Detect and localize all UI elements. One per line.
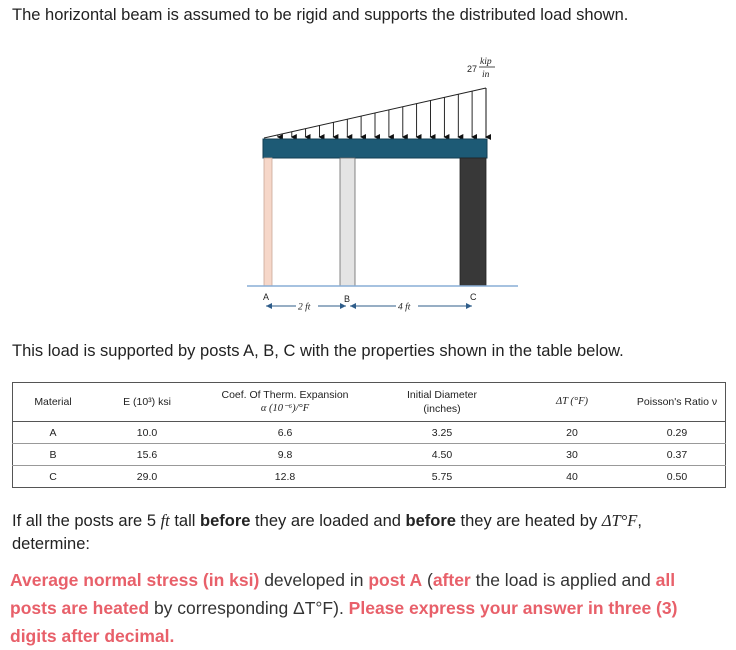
cell-e: 29.0: [136, 470, 158, 483]
cell-material: C: [49, 470, 57, 483]
post-a: [264, 158, 272, 286]
header-delta-t: ΔT (°F): [515, 383, 629, 422]
label-c: C: [470, 292, 477, 302]
question-before-2: before: [405, 512, 456, 530]
cell-diameter: 3.25: [369, 422, 515, 444]
cell-diameter: 5.75: [431, 470, 453, 483]
label-a: A: [263, 292, 270, 302]
table-row: [13, 444, 726, 466]
header-material: Material: [13, 383, 94, 422]
label-b: B: [344, 294, 351, 304]
question-delta-t: ΔT°F: [601, 511, 638, 530]
cell-delta-t: 40: [566, 470, 578, 483]
table-row: [13, 466, 726, 488]
cell-poisson: 0.50: [666, 470, 688, 483]
task-text: [10, 566, 726, 650]
cell-alpha: 6.6: [201, 422, 369, 444]
rigid-beam: [263, 139, 487, 158]
intro-text: The horizontal beam is assumed to be rigid and supports the distributed load shown.: [12, 6, 629, 24]
question-unit-ft: ft: [160, 511, 170, 530]
header-e: E (10³) ksi: [93, 383, 201, 422]
question-part: they are heated by: [455, 512, 602, 530]
post-b: [340, 158, 355, 286]
dim-ab-text: 2 ft: [298, 302, 311, 313]
header-coef: [201, 383, 369, 422]
question-text: [12, 509, 724, 556]
question-part: they are loaded and: [250, 512, 406, 530]
distributed-load: [264, 88, 486, 138]
question-part: tall: [169, 512, 201, 530]
table-header-row: [13, 383, 726, 422]
cell-e: 15.6: [93, 444, 201, 466]
cell-poisson: 0.29: [629, 422, 726, 444]
header-coef-line2: α (10⁻⁶)/°F: [260, 403, 310, 414]
load-unit-numerator: kip: [480, 57, 492, 67]
task-part: developed in: [259, 570, 369, 590]
cell-material: B: [13, 444, 94, 466]
task-highlight: Average normal stress (in ksi): [10, 570, 260, 590]
question-part: If all the posts are 5: [12, 512, 161, 530]
task-highlight: post A: [368, 570, 423, 590]
cell-delta-t: 20: [515, 422, 629, 444]
task-part: the load is applied and: [470, 570, 656, 590]
header-poisson: Poisson's Ratio ν: [629, 383, 726, 422]
cell-alpha: 12.8: [274, 470, 296, 483]
task-highlight: all posts are heated: [10, 570, 676, 618]
cell-poisson: 0.37: [629, 444, 726, 466]
cell-material: A: [13, 422, 94, 444]
cell-alpha: 9.8: [201, 444, 369, 466]
table-row: [13, 422, 726, 444]
header-diameter-line1: Initial Diameter: [406, 389, 478, 401]
support-text: This load is supported by posts A, B, C with the properties shown in the table below.: [12, 342, 624, 360]
cell-diameter: 4.50: [369, 444, 515, 466]
task-part: by corresponding ΔT°F).: [149, 598, 349, 618]
load-unit-denominator: in: [482, 70, 490, 80]
task-part: (: [422, 570, 433, 590]
properties-table: [12, 382, 726, 488]
header-coef-line1: Coef. Of Therm. Expansion: [221, 389, 349, 401]
dim-bc-text: 4 ft: [398, 302, 411, 313]
header-diameter: [369, 383, 515, 422]
dimension-bc: [350, 302, 472, 313]
load-value: 27: [467, 64, 478, 74]
question-part: ,: [637, 512, 642, 530]
cell-delta-t: 30: [515, 444, 629, 466]
cell-e: 10.0: [93, 422, 201, 444]
question-determine: determine:: [12, 535, 90, 553]
task-highlight: Please express your answer in three (3) digits after decimal.: [10, 598, 678, 646]
header-diameter-line2: (inches): [423, 403, 461, 415]
post-c: [460, 158, 486, 286]
task-highlight: after: [432, 570, 471, 590]
question-before-1: before: [200, 512, 251, 530]
dimension-ab: [266, 302, 346, 313]
